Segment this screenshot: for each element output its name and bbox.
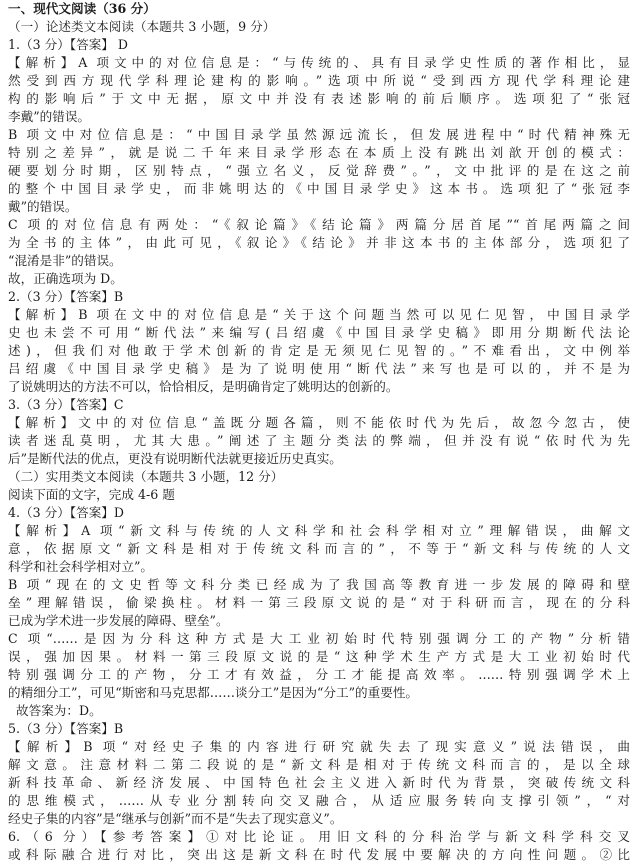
text-line: 已成为学术进一步发展的障碍、壁垒”。 bbox=[8, 613, 229, 628]
text-line: 后”是断代法的优点，更没有说明断代法就更接近历史真实。 bbox=[8, 451, 342, 466]
text-line: 或科际融合进行对比，突出这是新文科在时代发展中要解决的方向性问题。②比 bbox=[8, 847, 630, 862]
text-line: C 项“……是因为分科这种方式是大工业初始时代特别强调分工的产物”分析错 bbox=[8, 631, 630, 646]
text-line: 垒”理解错误，偷梁换柱。材料一第三段原文说的是“对于科研而言，现在的分科 bbox=[8, 595, 630, 610]
section-heading: 一、现代文阅读（36 分） bbox=[8, 1, 156, 16]
text-line: 特别之差异”，就是说二千年来目录学形态在本质上没有跳出刘歆开创的模式： bbox=[8, 145, 630, 160]
text-line: 构的影响后”于文中无据，原文中并没有表述影响的前后顺序。选项犯了“张冠 bbox=[8, 91, 630, 106]
answer-q2: 2.（3 分）【答案】B bbox=[8, 289, 124, 304]
text-line: 硬要划分时期，区别特点，“强立名义，反觉辞费”。”，文中批评的是在这之前 bbox=[8, 163, 630, 178]
text-line: 的思维模式，……从专业分割转向交叉融合，从适应服务转向支撑引领”，“对 bbox=[8, 793, 630, 808]
text-line: 史也未尝不可用“断代法”来编写(吕绍虞《中国目录学史稿》即用分期断代法论 bbox=[8, 325, 630, 340]
text-line: 为全书的主体”，由此可见，《叙论》《结论》并非这本书的主体部分，选项犯了 bbox=[8, 235, 630, 250]
text-line: C 项的对位信息有两处：“《叙论篇》《结论篇》两篇分居首尾”“首尾两篇之间 bbox=[8, 217, 630, 232]
text-line: 经史子集的内容”是“继承与创新”而不是“失去了现实意义”。 bbox=[8, 811, 343, 826]
answer-q3: 3.（3 分）【答案】C bbox=[8, 397, 124, 412]
subsection-heading: （二）实用类文本阅读（本题共 3 小题，12 分） bbox=[8, 469, 284, 484]
text-line: 科学和社会科学相对立”。 bbox=[8, 559, 153, 574]
text-line: 吕绍虞《中国目录学史稿》是为了说明使用“断代法”来写也是可以的，并不是为 bbox=[8, 361, 630, 376]
text-line: 然受到西方现代学科理论建构的影响。”选项中所说“受到西方现代学科理论建 bbox=[8, 73, 630, 88]
text-line: 新科技革命、新经济发展、中国特色社会主义进入新时代为背景，突破传统文科 bbox=[8, 775, 630, 790]
answer-q5: 5.（3 分）【答案】B bbox=[8, 721, 124, 736]
text-line: 【解析】A 项“新文科与传统的人文科学和社会科学相对立”理解错误，曲解文 bbox=[8, 523, 630, 538]
text-line: 【解析】B 项“对经史子集的内容进行研究就失去了现实意义”说法错误，曲 bbox=[8, 739, 630, 754]
text-line: 阅读下面的文字，完成 4-6 题 bbox=[8, 487, 175, 502]
text-line: 意，依据原文“新文科是相对于传统文科而言的”，不等于“新文科与传统的人文 bbox=[8, 541, 630, 556]
text-line: 故答案为：D。 bbox=[8, 703, 102, 718]
text-line: 解文意。注意材料二第二段说的是“新文科是相对于传统文科而言的，是以全球 bbox=[8, 757, 630, 772]
text-line: 戴”的错误。 bbox=[8, 199, 78, 214]
text-line: 的整个中国目录学史，而非姚明达的《中国目录学史》这本书。选项犯了“张冠李 bbox=[8, 181, 630, 196]
text-line: “混淆是非”的错误。 bbox=[8, 253, 122, 268]
text-line: 读者迷乱莫明，尤其大患。”阐述了主题分类法的弊端，但并没有说“依时代为先 bbox=[8, 433, 630, 448]
subsection-heading: （一）论述类文本阅读（本题共 3 小题，9 分） bbox=[8, 19, 276, 34]
answer-q4: 4.（3 分）【答案】D bbox=[8, 505, 124, 520]
text-line: 的精细分工”，可见“斯密和马克思都……谈分工”是因为“分工”的重要性。 bbox=[8, 685, 419, 700]
text-line: 故，正确选项为 D。 bbox=[8, 271, 123, 286]
text-line: 【解析】B 项在文中的对位信息是“关于这个问题当然可以见仁见智，中国目录学 bbox=[8, 307, 630, 322]
answer-q1: 1.（3 分）【答案】 D bbox=[8, 37, 128, 52]
answer-q6: 6.（6 分）【参考答案】①对比论证。用旧文科的分科治学与新文科学科交叉 bbox=[8, 829, 630, 844]
text-line: 了说姚明达的方法不可以，恰恰相反，是明确肯定了姚明达的创新的。 bbox=[8, 379, 399, 394]
text-line: 【解析】A 项文中的对位信息是：“与传统的、具有目录学史性质的著作相比，显 bbox=[8, 55, 630, 70]
text-line: 李戴”的错误。 bbox=[8, 109, 91, 124]
text-line: 【解析】文中的对位信息“盖既分题各篇，则不能依时代为先后，故忽今忽古，使 bbox=[8, 415, 630, 430]
text-line: 特别强调分工的产物，分工才有效益，分工才能提高效率。……特别强调学术上 bbox=[8, 667, 630, 682]
text-line: 述)，但我们对他敢于学术创新的肯定是无须见仁见智的。”不难看出，文中例举 bbox=[8, 343, 630, 358]
text-line: B 项文中对位信息是：“中国目录学虽然源远流长，但发展进程中“时代精神殊无 bbox=[8, 127, 630, 142]
text-line: 误，强加因果。材料一第三段原文说的是“这种学术生产方式是大工业初始时代 bbox=[8, 649, 630, 664]
text-line: B 项“现在的文史哲等文科分类已经成为了我国高等教育进一步发展的障碍和壁 bbox=[8, 577, 630, 592]
